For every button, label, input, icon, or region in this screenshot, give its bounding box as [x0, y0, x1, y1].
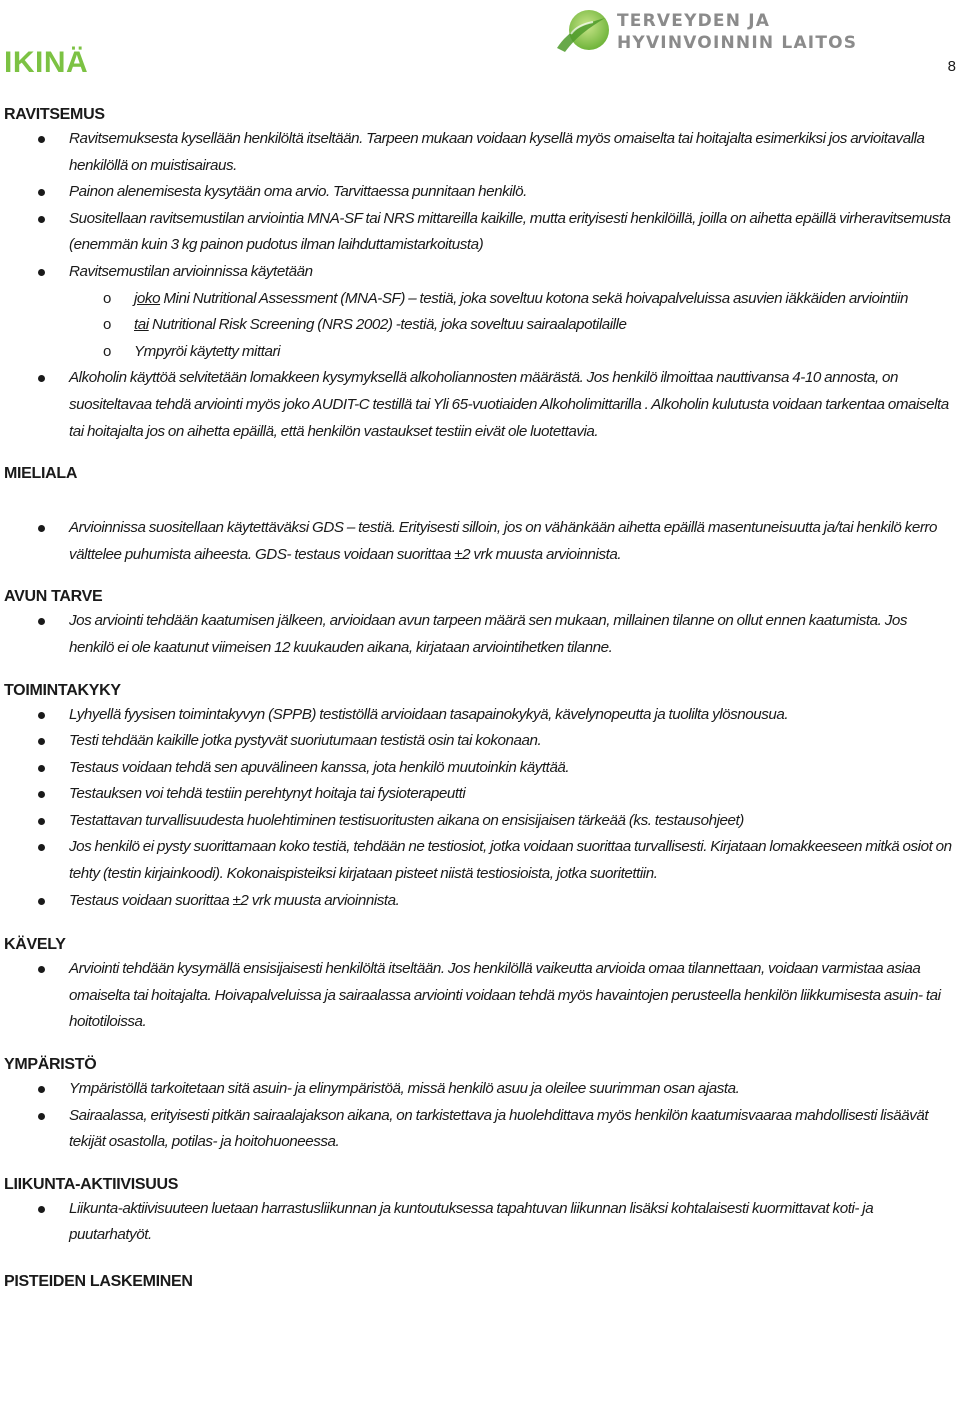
liikunta-list	[4, 1196, 954, 1249]
mieliala-list	[4, 515, 954, 568]
brand-title: IKINÄ	[4, 46, 89, 79]
page-number: 8	[947, 58, 956, 75]
section-title-mieliala: MIELIALA	[4, 465, 78, 483]
list-item: Testaus voidaan suorittaa ±2 vrk muusta arvioinnista.	[4, 888, 954, 915]
section-title-pisteiden: PISTEIDEN LASKEMINEN	[4, 1273, 193, 1290]
list-item: Sairaalassa, erityisesti pitkän sairaalajakson aikana, on tarkistettava ja huolehdittava myös henkilön kaatumisvaaraa mahdollisesti lisäävät tekijät osastolla, potilas- ja hoitohuoneessa.	[4, 1103, 954, 1156]
list-item: Painon alenemisesta kysytään oma arvio. Tarvittaessa punnitaan henkilö.	[4, 179, 954, 206]
ravitsemus-sublist	[69, 286, 954, 366]
section-title-kavely: KÄVELY	[4, 936, 66, 954]
thl-logo	[553, 4, 863, 60]
avun-tarve-list	[4, 608, 954, 661]
section-title-toimintakyky: TOIMINTAKYKY	[4, 681, 121, 699]
sub-list-item-text: Mini Nutritional Assessment (MNA-SF) – testiä, joka soveltuu kotona sekä hoivapalveluissa asuvien iäkkäiden arviointiin	[160, 289, 909, 307]
list-item: Testauksen voi tehdä testiin perehtynyt hoitaja tai fysioterapeutti	[4, 781, 954, 808]
list-item-text: Ravitsemustilan arvioinnissa käytetään	[69, 262, 313, 280]
logo-line-1: TERVEYDEN JA	[617, 11, 771, 31]
list-item: Suositellaan ravitsemustilan arviointia MNA-SF tai NRS mittareilla kaikille, mutta erityisesti henkilöillä, joilla on aihetta epäillä virheravitsemusta (enemmän kuin 3 kg painon pudotus ilman laihduttamistarkoitusta)	[4, 206, 954, 259]
sub-list-item: o Ympyröi käytetty mittari	[69, 339, 954, 366]
section-title-liikunta: LIIKUNTA-AKTIIVISUUS	[4, 1175, 179, 1193]
list-item: Arvioinnissa suositellaan käytettäväksi GDS – testiä. Erityisesti silloin, jos on vähänkään aihetta epäillä masentuneisuutta ja/tai henkilö kerro välttelee puhumista aiheesta. GDS- testaus voidaan suorittaa ±2 vrk muusta arvioinnista.	[4, 515, 954, 568]
list-item: Jos henkilö ei pysty suorittamaan koko testiä, tehdään ne testiosiot, jotka voidaan suorittaa turvallisesti. Kirjataan lomakkeeseen mitkä osiot on tehty (testin kirjainkoodi). Kokonaispisteiksi kirjataan pisteet niistä testiosioista, jotka suoritettiin.	[4, 834, 954, 887]
list-item: Testaus voidaan tehdä sen apuvälineen kanssa, jota henkilö muutoinkin käyttää.	[4, 755, 954, 782]
logo-line-2: HYVINVOINNIN LAITOS	[617, 33, 858, 53]
list-item: Liikunta-aktiivisuuteen luetaan harrastusliikunnan ja kuntoutuksessa tapahtuvan liikunnan lisäksi kohtalaisesti kuormittavat koti- ja puutarhatyöt.	[4, 1196, 954, 1249]
list-item: Testattavan turvallisuudesta huolehtiminen testisuoritusten aikana on ensisijaisen tärkeää (ks. testausohjeet)	[4, 808, 954, 835]
section-title-ymparisto: YMPÄRISTÖ	[4, 1056, 97, 1074]
sub-list-item-text: Nutritional Risk Screening (NRS 2002) -testiä, joka soveltuu sairaalapotilaille	[148, 316, 627, 334]
list-item	[4, 259, 954, 365]
list-item: Ympäristöllä tarkoitetaan sitä asuin- ja elinympäristöä, missä henkilö asuu ja oleilee suurimman osan ajasta.	[4, 1076, 954, 1103]
list-item: Jos arviointi tehdään kaatumisen jälkeen, arvioidaan avun tarpeen määrä sen mukaan, millainen tilanne on ollut ennen kaatumista. Jos henkilö ei ole kaatunut viimeisen 12 kuukauden aikana, kirjataan arviointihetken tilanne.	[4, 608, 954, 661]
document-body	[4, 104, 954, 1293]
ymparisto-list	[4, 1076, 954, 1156]
section-title-avun-tarve: AVUN TARVE	[4, 588, 103, 606]
sub-list-item	[69, 286, 954, 313]
list-item: Arviointi tehdään kysymällä ensisijaisesti henkilöltä itseltään. Jos henkilöllä vaikeutta arvioida omaa tilannettaan, voidaan varmistaa asiaa omaiselta tai hoitajalta. Hoivapalveluissa ja sairaalassa arviointi voidaan tehdä myös havaintojen perusteella henkilön liikkumisesta asuin- tai hoitotiloissa.	[4, 956, 954, 1036]
sub-list-item	[69, 312, 954, 339]
underlined-word: joko	[134, 289, 161, 307]
underlined-word: tai	[134, 316, 149, 334]
page-header	[0, 0, 960, 90]
list-item: Lyhyellä fyysisen toimintakyvyn (SPPB) testistöllä arvioidaan tasapainokykyä, kävelynopeutta ja tuolilta ylösnousua.	[4, 702, 954, 729]
kavely-list	[4, 956, 954, 1036]
toimintakyky-list	[4, 702, 954, 915]
list-item: Ravitsemuksesta kysellään henkilöltä itseltään. Tarpeen mukaan voidaan kysellä myös omaiselta tai hoitajalta esimerkiksi jos arvioitavalla henkilöllä on muistisairaus.	[4, 126, 954, 179]
section-title-ravitsemus: RAVITSEMUS	[4, 106, 105, 123]
ravitsemus-list	[4, 126, 954, 445]
leaf-logo-icon	[553, 4, 613, 56]
list-item: Testi tehdään kaikille jotka pystyvät suoriutumaan testistä osin tai kokonaan.	[4, 728, 954, 755]
list-item: Alkoholin käyttöä selvitetään lomakkeen kysymyksellä alkoholiannosten määrästä. Jos henkilö ilmoittaa nauttivansa 4-10 annosta, on suositeltavaa tehdä arviointi myös joko AUDIT-C testillä tai Yli 65-vuotiaiden Alkoholimittarilla . Alkoholin kulutusta voidaan tarkentaa omaiselta tai hoitajalta jos on aihetta epäillä, että henkilön vastaukset testiin eivät ole luotettavia.	[4, 365, 954, 445]
